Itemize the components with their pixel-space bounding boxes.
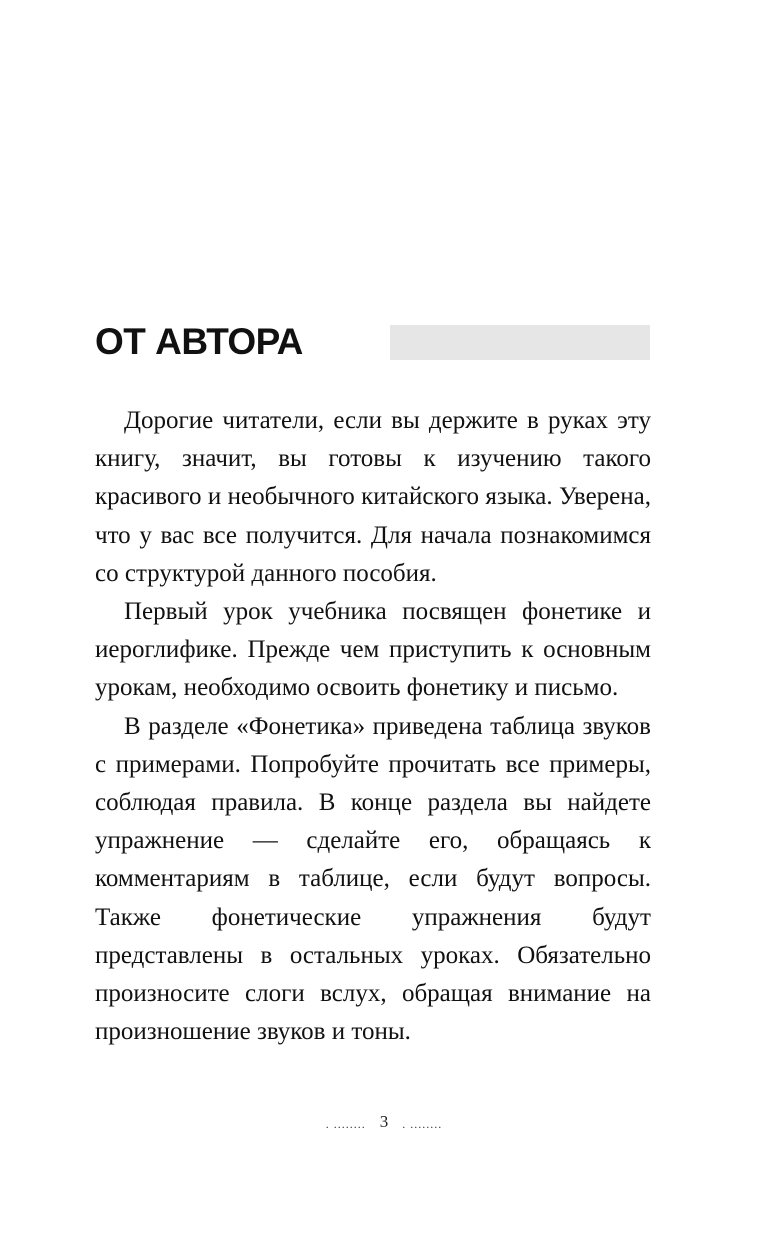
section-header (95, 318, 651, 366)
paragraph-1: Дорогие читатели, если вы держите в руках эту книгу, значит, вы готовы к изучению такого красивого и необычного китайского языка. Уверена, что у вас все получится. Для начала познакомимся со структурой данного пособия. (95, 407, 651, 587)
section-title: ОТ АВТОРА (95, 321, 303, 362)
paragraph-3: В разделе «Фонетика» приведена таблица звуков с примерами. Попробуйте прочитать все примеры, соблюдая правила. В конце раздела вы найдете упражнение — сделайте его, обращаясь к комментариям в таблице, если будут вопросы. Также фонетические упражнения будут представлены в остальных уроках. Обязательно произносите слоги вслух, обращая внимание на произношение звуков и тоны. (95, 712, 651, 1046)
page-number: 3 (379, 1112, 389, 1131)
decorative-title-bar (390, 325, 650, 360)
paragraph-2: Первый урок учебника посвящен фонетике и иероглифике. Прежде чем приступить к основным урокам, необходимо освоить фонетику и письмо. (95, 598, 651, 702)
footer-leader-left: . ........ (325, 1116, 366, 1131)
body-text (95, 402, 651, 1051)
page-footer (0, 1110, 768, 1134)
footer-leader-right: . ........ (402, 1116, 443, 1131)
